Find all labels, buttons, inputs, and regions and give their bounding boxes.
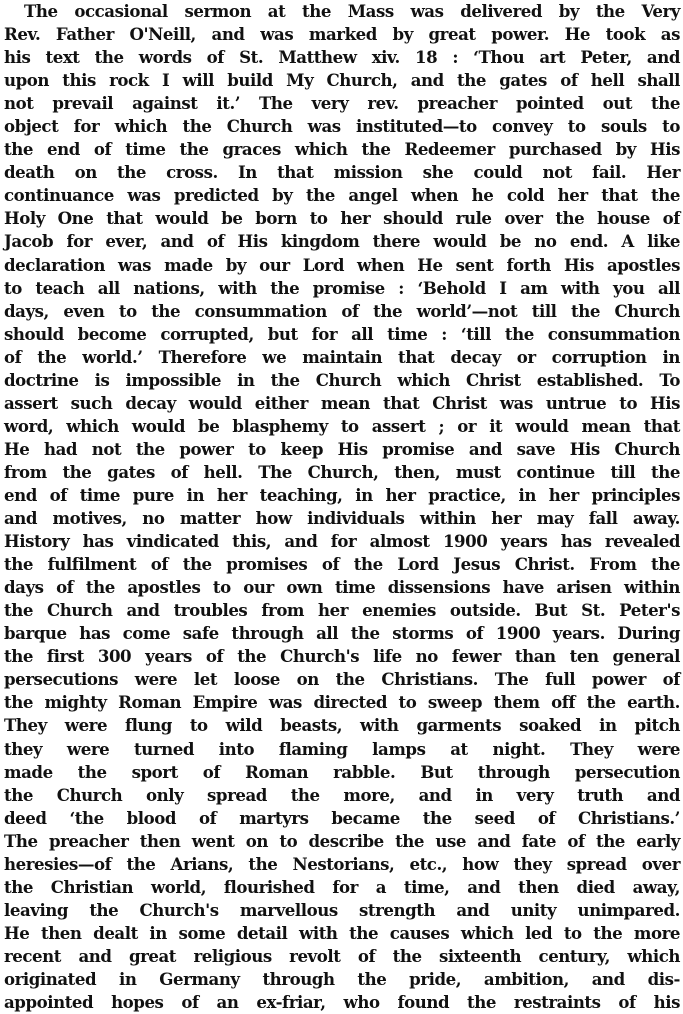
- text-line: appointed hopes of an ex-friar, who found the restraints of his: [4, 992, 680, 1013]
- newspaper-column: [4, 0, 680, 1013]
- text-line: doctrine is impossible in the Church which Christ established. To: [4, 369, 680, 390]
- text-line: deed ‘the blood of martyrs became the seed of Christians.’: [4, 807, 680, 828]
- text-line: to teach all nations, with the promise : ‘Behold I am with you all: [4, 277, 680, 298]
- text-line: leaving the Church's marvellous strength and unity unimpared.: [4, 899, 680, 920]
- text-line: and motives, no matter how individuals within her may fall away.: [4, 508, 680, 529]
- text-line: History has vindicated this, and for almost 1900 years has revealed: [4, 531, 680, 552]
- text-line: the Christian world, flourished for a time, and then died away,: [4, 876, 680, 897]
- text-line: made the sport of Roman rabble. But through persecution: [4, 761, 680, 782]
- text-line: They were flung to wild beasts, with garments soaked in pitch: [4, 715, 680, 736]
- text-line: the mighty Roman Empire was directed to sweep them off the earth.: [4, 692, 680, 713]
- text-line: days of the apostles to our own time dissensions have arisen within: [4, 577, 680, 598]
- text-line: object for which the Church was instituted—to convey to souls to: [4, 116, 680, 137]
- text-line: upon this rock I will build My Church, and the gates of hell shall: [4, 70, 680, 91]
- text-line: of the world.’ Therefore we maintain that decay or corruption in: [4, 346, 680, 367]
- text-line: the first 300 years of the Church's life no fewer than ten general: [4, 646, 680, 667]
- text-line: Jacob for ever, and of His kingdom there would be no end. A like: [4, 231, 680, 252]
- text-line: Holy One that would be born to her should rule over the house of: [4, 208, 680, 229]
- text-line: the Church and troubles from her enemies outside. But St. Peter's: [4, 600, 680, 621]
- text-line: continuance was predicted by the angel when he cold her that the: [4, 185, 680, 206]
- text-line: days, even to the consummation of the world’—not till the Church: [4, 300, 680, 321]
- text-line: recent and great religious revolt of the sixteenth century, which: [4, 945, 680, 966]
- text-line: He then dealt in some detail with the causes which led to the more: [4, 922, 680, 943]
- text-line: should become corrupted, but for all time : ‘till the consummation: [4, 323, 680, 344]
- text-line: Rev. Father O'Neill, and was marked by great power. He took as: [4, 24, 680, 45]
- text-line: the fulfilment of the promises of the Lord Jesus Christ. From the: [4, 554, 680, 575]
- text-line: persecutions were let loose on the Christians. The full power of: [4, 669, 680, 690]
- text-line: assert such decay would either mean that Christ was untrue to His: [4, 392, 680, 413]
- text-line: not prevail against it.’ The very rev. preacher pointed out the: [4, 93, 680, 114]
- text-line: the Church only spread the more, and in very truth and: [4, 784, 680, 805]
- text-line: barque has come safe through all the storms of 1900 years. During: [4, 623, 680, 644]
- text-line: originated in Germany through the pride, ambition, and dis-: [4, 968, 680, 989]
- text-line: end of time pure in her teaching, in her practice, in her principles: [4, 484, 680, 505]
- text-line: they were turned into flaming lamps at night. They were: [4, 738, 680, 759]
- text-line: heresies—of the Arians, the Nestorians, etc., how they spread over: [4, 853, 680, 874]
- text-line: He had not the power to keep His promise and save His Church: [4, 438, 680, 459]
- text-line: The occasional sermon at the Mass was delivered by the Very: [24, 1, 680, 21]
- text-line: declaration was made by our Lord when He sent forth His apostles: [4, 254, 680, 275]
- text-line: The preacher then went on to describe the use and fate of the early: [4, 830, 680, 851]
- text-line: from the gates of hell. The Church, then, must continue till the: [4, 461, 680, 482]
- text-line: death on the cross. In that mission she could not fail. Her: [4, 162, 680, 183]
- text-line: word, which would be blasphemy to assert ; or it would mean that: [4, 415, 680, 436]
- text-line: the end of time the graces which the Redeemer purchased by His: [4, 139, 680, 160]
- text-line: his text the words of St. Matthew xiv. 18 : ‘Thou art Peter, and: [4, 47, 680, 68]
